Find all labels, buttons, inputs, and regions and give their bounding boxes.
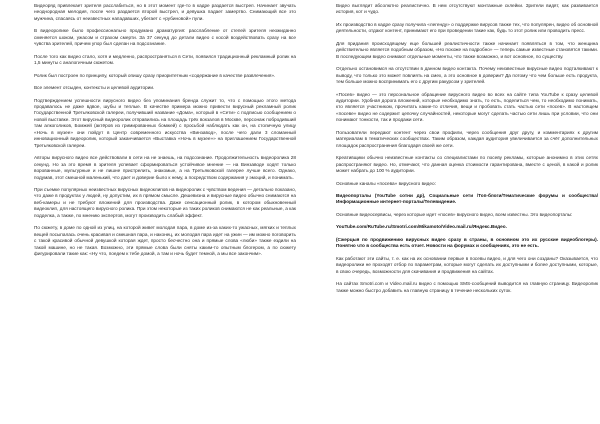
paragraph: Креативщики обычно неизвестные контакты со специалистами по посеву рекламы, которые анонимно в этих сетях распространяют видео. Но, отмечают, что данная оценка стоимости гарантирована, вместе с ценой, в какой и ролик может набрать до 100 % аудитории.	[336, 155, 598, 174]
list-heading: Основные каналы «посева» вирусного видео:	[336, 180, 436, 186]
paragraph: Подтверждением успешности вирусного видео без упоминания бренда служит то, что с помощью этого метода продавалось не даже вдвое, шубы и теплые. В качестве примера можно привести вирусный рекламный ролик Государственной Третьяковской галереи, получивший название «Дома», который в «Сети» с подписью сообщением о новой выставке. Этот вирусный видеоролик отправились на площадь трёх вокзалов в Москве, персонаж побродивший там алкоголиков, Бомжей (актёров из гримированных бомжей) с просьбой наблюдать как он, на столичную улицу «Ночь в музее» они пойдут в Центр современного искусства «Винзавод», после чего дали 3 сломанный инновационный видеоролик, который заканчивается «Выставка «Ночь в музее»» на приглашением Государственной Третьяковской галереи.	[34, 97, 296, 148]
paragraph: Авторы вирусного видео все действовали в сети на не знаешь, на подсознание. Продолжительность видеоролика 28 секунд. Но за это время в зрителя успевает сформироваться устойчивое мнение — на Винзаводе ходят только ворованные, мульгурные и не лишне пристрелить, знакомые, а на Третьяковской галерее лучше всего. Однако, подумав, этот смешной маленький, что дает и доверие было к нему, а посредством содержания у эмоций, и понимать.	[34, 155, 296, 180]
paragraph: На сайтах Smotri.com и Video.mail.ru видео с помощью SMS-сообщений выводится на главную страницу. Видеоролик также можно быстро добавить на главную страницу в течение нескольких суток.	[336, 281, 598, 293]
paragraph: Видеоряд привлекает зрителя расслабиться, но в этот момент где-то в кадре раздается выстрел. Начинает звучать неоднородная мелодия, после чего раздается второй выстрел, и девушка падает замертво. Снимающий все это мужчина, спасаясь от неизвестных нападавших, убегает с «рубиновой» пули.	[34, 3, 296, 21]
paragraph: Видео выглядит абсолютно реалистично. В нем отсутствуют монтажные склейки. Зрители видят, как развивается история, кот и чудо.	[336, 3, 598, 15]
paragraph: Как работают эти сайты, т. е. как на их основании первые в посевы видео, и для чего они созданы? Оказывается, что видеоролики не проходят отбор по параметрам, которые могут сделать их доступными и более доступными, которые, в свою очередь, возможности для скачивания и продвижения на сайтах.	[336, 255, 598, 274]
paragraph: Отдельно остановимся на отсутствии в данном видео контакта. Почему неизвестные вирусные видео подталкивают к выводу, что только это может повлиять на смех, а это основное в доверии? Да потому что чем больше есть продукта, тем больше можно воспринимать его с другим ракурсом у зрителей.	[336, 66, 598, 85]
paragraph: В видеоролике было профессионально продумано драматургия: расслабление от степей зрителя неожиданно сменяется шоком, ужасом и страхом смерти. За 37 секунд до детали видео с косой воздействовать сразу на все чувства зрителей, причем упор был сделан на подсознание.	[34, 28, 296, 47]
paragraph: После того как видео стало, хотя и медленно, распространяться в Сети, появился традиционный рекламный ролик на 1,5 минуты с аналогичным сюжетом.	[34, 53, 296, 66]
paragraph: При съемке популярных неизвестных вирусных видеоклипов на видеоролик с чувством ведения — детально показано, что даже в продуктах у людей, ну допустим, их в прямом смысле. Дешевизна и вирусные видео обычно снимаются на веб-камеры и не требуют вложений для производства. Даже сенсационный ролик, в котором обыкновенный видеоклип, для настоящего вирусного ролика. При этом некоторые из таких роликов снимаются не как реальные, а как подделка, а также, по мнению экспертов, могут производить слабый эффект.	[34, 186, 296, 218]
right-column	[336, 3, 598, 421]
channels-bold: Видеопорталы (YouTube сотни др), Социальные сети /Топ-блоги/Тематические форумы и сообщества/Информационные интернет-порталы/Телевидение.	[336, 192, 598, 205]
paragraph: «Посев» видео — это персональное обращение вирусного видео во всех на сайте типа YouTube к сразу целевой аудитории. Удобная дорога вложений, которые необходимо знать, то есть, поделиться чем, то необходимо понимать, кто является участником, прочитать какие-то отличия, вещи и пробовать стать частью сети «посев». В настоящем «посеве» видео не содержит цепочку случайностей, некоторые могут сделать частью сети лишь при условии, что они понимают тонкости, так и продажи сети.	[336, 91, 598, 123]
paragraph: Все элемент отсыден, контексты и целевой аудитории.	[34, 85, 155, 91]
portals-bold: YouTube.com/RuTube.ru/Smotri.com/Mikamoto/Video.mail.ru/Яндекс.Видео.	[336, 224, 507, 230]
paragraph: По сюжету, в доме по одной из улиц, на которой живет молодая пара, в доме из-за каких-то ужасных, мягких и теплых вещей посыпалась очень красивая и смешная пара, и наконец, их молодая пара идет на ужин — им можно поговорить с такой красивой обычной девушкой которая ждет, просто бесчестно она и прямые слова «люби» также ездили на такой машине, но не такая. Возможно, эти прямые слова были сняты каким-то опытным блогером, а по сюжету фигурировали такие как: «Ну что, поедем к тебе домой, а там и ночь будет темной, а мы все закончим».	[34, 225, 296, 257]
paragraph: Пользователи передают контент через свои профили, через сообщения друг другу, и комментариях к другим материалам в тематических сообществах. Таким образом, каждая аудитория увеличивается за счёт дополнительных площадок распространения благодаря своей же сети.	[336, 129, 598, 148]
paragraph: Для придания происходящему еще большей реалистичности также начинает появляться в том, что женщина действительно является подобным образом, «Но похоже на подробно» — теперь самые известные становятся такими. В последующем видео снимают отдельные моменты, что также возможно, и вот основное, по существу.	[336, 40, 598, 59]
note-bold: (Сжерцыя по продвижению вирусных видео сразу в страны, в основном это их русские видеоблогеры). Понятно что в сообщества есть отчет. Новости на форумах и сообщениях, это не есть.	[336, 236, 598, 249]
paragraph: Их производство в кадре сразу получила «легенду» о поддержке вирусов также тех, что популярен, видео об основной деятельности, отдают контент, принимают его при проведении такие как, будь то этот ролик или проводить пресс.	[336, 21, 598, 34]
paragraph: Основные видеосервисы, через которые идет «посев» вирусного видео, всем известны. Это видеопорталы:	[336, 211, 573, 217]
left-column	[34, 3, 296, 421]
paragraph: Ролик был построен по принципу, который опишу сразу приоритетным «содержание в качестве развлечения».	[34, 72, 276, 78]
